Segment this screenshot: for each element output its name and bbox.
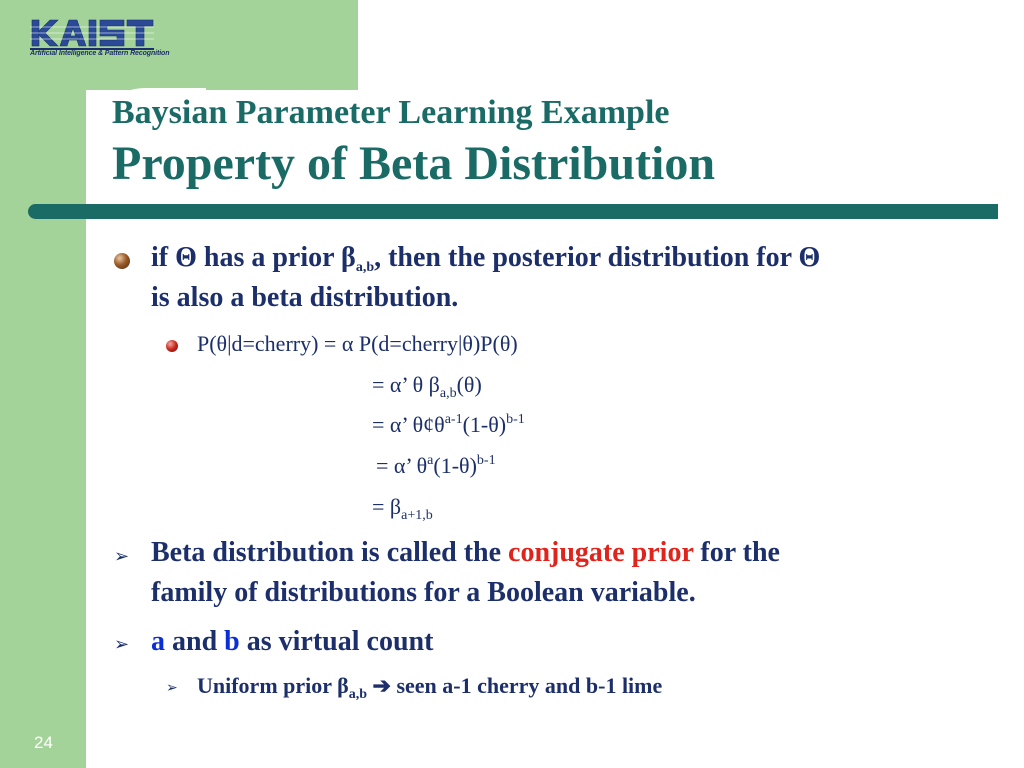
kaist-logo [26, 14, 156, 68]
logo-subtitle: Artificial Intelligence & Pattern Recognition [30, 50, 170, 57]
bullet-ball-icon [114, 253, 130, 269]
content-area [86, 90, 1024, 768]
formula-line4: = α’ $\theta^a(1-\theta)^{b-1}$ [376, 453, 496, 478]
sub-bullet3-line: Uniform prior $\beta_{a,b}$ ➔ seen a-1 cherry and b-1 lime [197, 673, 663, 702]
sub-arrow-bullet-icon: ➢ [166, 680, 178, 696]
bullet2-line1: Beta distribution is called the conjugate prior for the [151, 537, 780, 568]
slide-title-line2: Property of Beta Distribution [112, 137, 716, 190]
page-number: 24 [34, 733, 53, 752]
sub-bullet-ball-icon [166, 340, 178, 352]
arrow-bullet-icon: ➢ [114, 634, 130, 655]
left-sidebar [0, 0, 86, 768]
formula-line2: = α’ θ $\beta_{a,b}(\theta)$ [372, 372, 482, 401]
bullet1-line2: is also a beta distribution. [151, 282, 459, 313]
bullet2-line2: family of distributions for a Boolean variable. [151, 577, 696, 608]
bullet3-line: a and b as virtual count [151, 626, 434, 657]
formula-line1: P(θ|d=cherry) = α P(d=cherry|θ)P(θ) [197, 331, 518, 356]
formula-line5: = $\beta_{a+1,b}$ [372, 494, 433, 523]
formula-line3: = α’ $\theta¢\theta^{a-1}(1-\theta)^{b-1}$ [372, 412, 525, 437]
slide-title-line1: Baysian Parameter Learning Example [112, 94, 670, 131]
arrow-bullet-icon: ➢ [114, 546, 130, 567]
bullet1-line1: if Θ has a prior $\beta_{a,b}$, then the posterior distribution for Θ [151, 242, 821, 275]
title-divider [28, 204, 998, 219]
right-arrow-icon: ➔ [367, 673, 397, 698]
